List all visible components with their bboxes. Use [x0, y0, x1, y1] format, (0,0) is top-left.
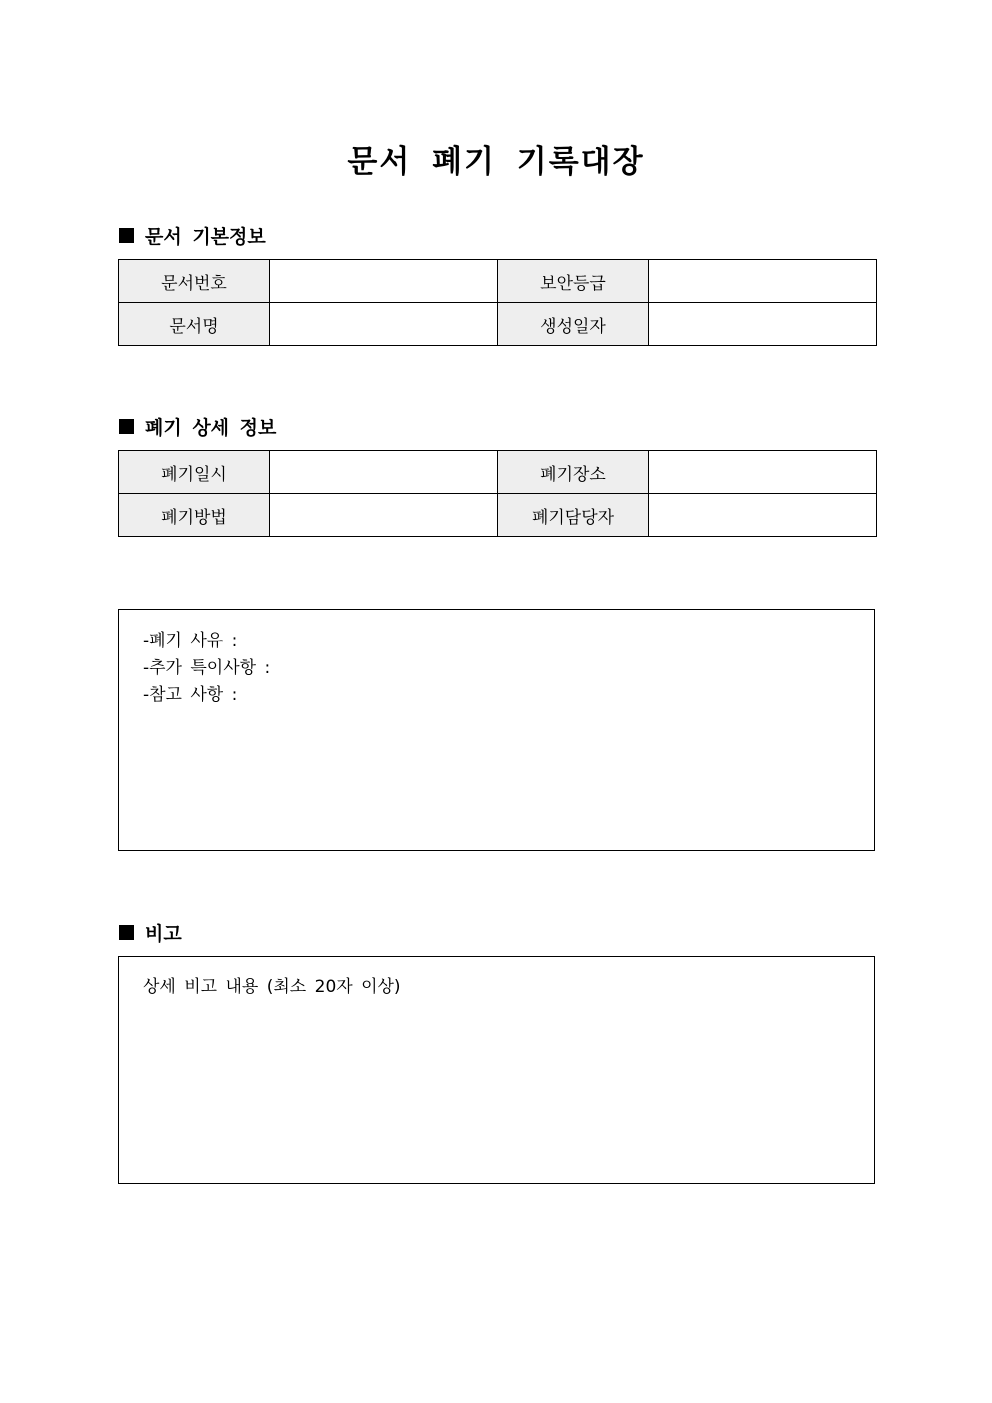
notes-lines — [143, 628, 270, 709]
disposal-notes-box[interactable] — [118, 609, 875, 851]
label-disposal-manager: 폐기담당자 — [498, 494, 649, 537]
section-heading-label: 폐기 상세 정보 — [145, 417, 277, 439]
remarks-lines — [143, 974, 401, 1001]
field-disposal-method[interactable] — [270, 494, 498, 537]
disposal-detail-table — [118, 450, 877, 537]
black-square-icon — [119, 925, 134, 940]
field-document-number[interactable] — [270, 260, 498, 303]
section-heading-basic-info — [119, 222, 266, 249]
field-creation-date[interactable] — [649, 303, 877, 346]
note-line-disposal-reason: -폐기 사유 : — [143, 631, 238, 651]
page-title: 문서 폐기 기록대장 — [347, 144, 645, 180]
label-document-number: 문서번호 — [119, 260, 270, 303]
table-row — [119, 260, 877, 303]
section-heading-label: 문서 기본정보 — [145, 226, 266, 248]
table-row — [119, 494, 877, 537]
label-disposal-method: 폐기방법 — [119, 494, 270, 537]
table-row — [119, 303, 877, 346]
label-security-level: 보안등급 — [498, 260, 649, 303]
table-row — [119, 451, 877, 494]
note-line-additional-remarks: -추가 특이사항 : — [143, 658, 271, 678]
field-security-level[interactable] — [649, 260, 877, 303]
black-square-icon — [119, 228, 134, 243]
label-disposal-location: 폐기장소 — [498, 451, 649, 494]
basic-info-table — [118, 259, 877, 346]
black-square-icon — [119, 419, 134, 434]
remarks-box[interactable] — [118, 956, 875, 1184]
label-disposal-datetime: 폐기일시 — [119, 451, 270, 494]
note-line-reference: -참고 사항 : — [143, 685, 238, 705]
label-document-name: 문서명 — [119, 303, 270, 346]
section-heading-remarks — [119, 919, 182, 946]
field-document-name[interactable] — [270, 303, 498, 346]
field-disposal-location[interactable] — [649, 451, 877, 494]
label-creation-date: 생성일자 — [498, 303, 649, 346]
field-disposal-datetime[interactable] — [270, 451, 498, 494]
section-heading-label: 비고 — [145, 923, 182, 945]
field-disposal-manager[interactable] — [649, 494, 877, 537]
section-heading-disposal-detail — [119, 413, 276, 440]
remarks-text: 상세 비고 내용 (최소 20자 이상) — [143, 977, 401, 997]
